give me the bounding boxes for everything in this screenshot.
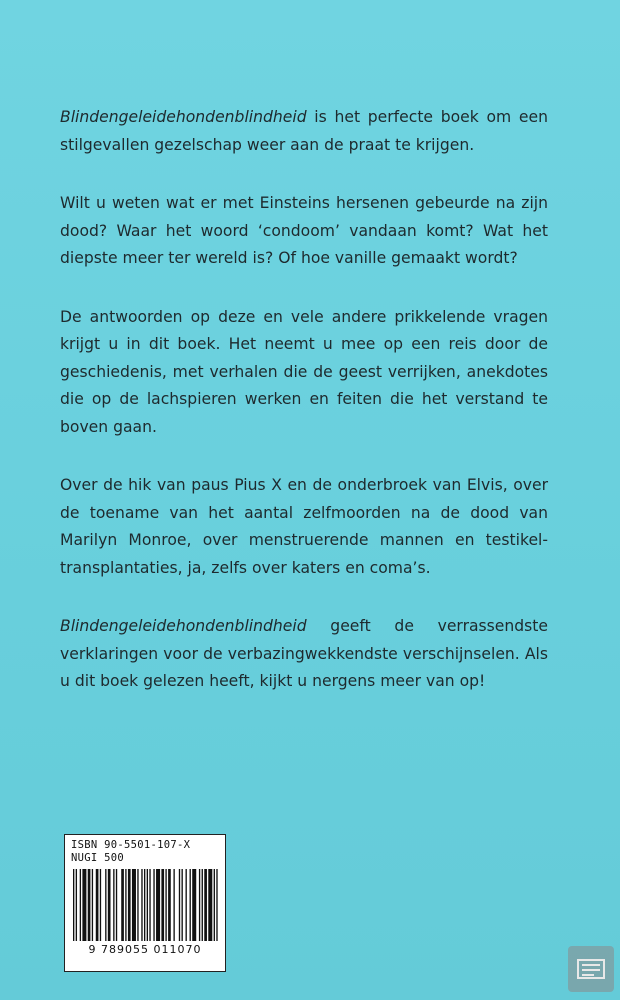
barcode-bar bbox=[92, 869, 93, 941]
barcode-bar bbox=[161, 869, 164, 941]
blurb-paragraph-4: Over de hik van paus Pius X en de onderbroek van Elvis, over de toename van het aantal zelfmoorden na de dood van Marilyn Monroe, over menstruerende mannen en testikel-transplantaties, ja, zelfs over katers en coma’s. bbox=[60, 476, 548, 577]
barcode-bar bbox=[216, 869, 217, 941]
barcode-bar bbox=[80, 869, 81, 941]
barcode-bars bbox=[71, 869, 221, 941]
barcode-bar bbox=[141, 869, 142, 941]
blurb-paragraph-2: Wilt u weten wat er met Einsteins hersenen gebeurde na zijn dood? Waar het woord ‘condoom’ vandaan komt? Wat het diepste meer ter wereld is? Of hoe vanille gemaakt wordt? bbox=[60, 194, 548, 267]
barcode-bar bbox=[132, 869, 136, 941]
barcode-bar bbox=[144, 869, 145, 941]
book-title-italic: Blindengeleidehondenblindheid bbox=[60, 108, 307, 126]
blurb-paragraph-3: De antwoorden op deze en vele andere prikkelende vragen krijgt u in dit boek. Het neemt u mee op een reis door de geschiedenis, met verhalen die de geest verrijken, anekdotes die op de lachspieren werken en feiten die het verstand te boven gaan. bbox=[60, 307, 548, 436]
blurb-paragraph-5 bbox=[60, 613, 548, 696]
barcode-bar bbox=[137, 869, 138, 941]
barcode-bar bbox=[76, 869, 77, 941]
barcode-bar bbox=[173, 869, 174, 941]
barcode-bar bbox=[156, 869, 160, 941]
barcode-bar bbox=[153, 869, 154, 941]
barcode-bar bbox=[108, 869, 111, 941]
barcode-bar bbox=[214, 869, 215, 941]
barcode-bar bbox=[168, 869, 171, 941]
blurb-paragraph-5-text: geeft de verrassendste verklaringen voor de verbazingwekkendste verschijnselen. Als u dit boek gelezen heeft, kijkt u nergens meer van op! bbox=[60, 617, 548, 690]
barcode-bar bbox=[202, 869, 203, 941]
barcode-bar bbox=[113, 869, 114, 941]
nugi-line: NUGI 500 bbox=[71, 852, 124, 864]
barcode-bar bbox=[147, 869, 148, 941]
blurb-text bbox=[60, 104, 548, 727]
barcode-bar bbox=[192, 869, 196, 941]
barcode-bar bbox=[82, 869, 86, 941]
barcode-bar bbox=[149, 869, 150, 941]
barcode-bar bbox=[179, 869, 180, 941]
barcode-bar bbox=[73, 869, 74, 941]
barcode-bar bbox=[116, 869, 117, 941]
barcode-bar bbox=[88, 869, 91, 941]
barcode-bar bbox=[125, 869, 126, 941]
barcode-bar bbox=[96, 869, 99, 941]
barcode-bar bbox=[190, 869, 191, 941]
book-title-italic: Blindengeleidehondenblindheid bbox=[60, 617, 307, 635]
barcode-bar bbox=[128, 869, 131, 941]
barcode-bar bbox=[199, 869, 200, 941]
barcode-box bbox=[64, 834, 226, 972]
isbn-line: ISBN 90-5501-107-X bbox=[71, 839, 191, 851]
barcode-bar bbox=[100, 869, 101, 941]
barcode-bar bbox=[105, 869, 106, 941]
barcode-bar bbox=[165, 869, 166, 941]
barcode-bar bbox=[204, 869, 207, 941]
barcode-bar bbox=[208, 869, 212, 941]
barcode-bar bbox=[182, 869, 183, 941]
blurb-paragraph-1 bbox=[60, 104, 548, 159]
blurb-paragraph-1-text: is het perfecte boek om een stilgevallen gezelschap weer aan de praat te krijgen. bbox=[60, 108, 548, 154]
barcode-number: 9 789055 011070 bbox=[88, 943, 202, 956]
barcode-bar bbox=[121, 869, 124, 941]
barcode-bar bbox=[186, 869, 187, 941]
watermark-logo bbox=[568, 946, 614, 992]
